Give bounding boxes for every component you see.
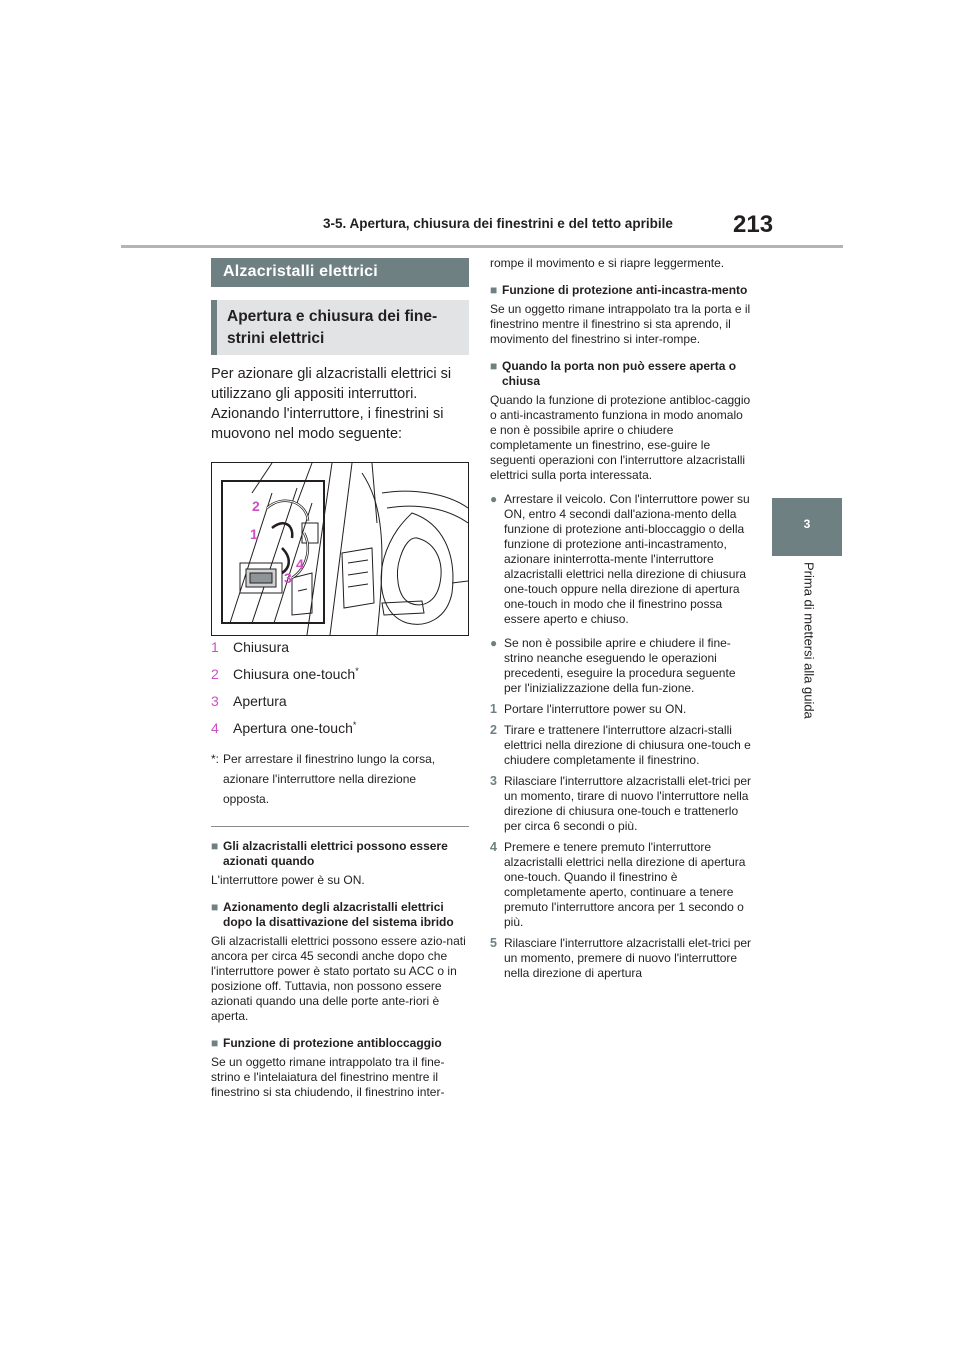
section-heading	[490, 283, 752, 298]
square-bullet-icon: ■	[211, 1036, 219, 1050]
section-banner: Alzacristalli elettrici	[211, 258, 469, 287]
subsection-banner: Apertura e chiusura dei fine-strini elettrici	[211, 300, 469, 355]
step-text: Portare l'interruttore power su ON.	[504, 702, 687, 716]
page-number: 213	[733, 211, 774, 238]
section-title: 3-5. Apertura, chiusura dei finestrini e del tetto apribile	[323, 216, 673, 231]
square-bullet-icon: ■	[490, 283, 498, 297]
legend-number: 1	[211, 639, 219, 655]
chapter-label: Prima di mettersi alla guida	[801, 562, 817, 719]
bullet-text: Se non è possibile aprire e chiudere il fine-strino neanche eseguendo le operazioni precedenti, eseguire la procedura seguente per l'inizializzazione della fun-zione.	[504, 636, 736, 695]
section-body: Se un oggetto rimane intrappolato tra la porta e il finestrino mentre il finestrino si sta aprendo, il movimento del finestrino si inter-rompe.	[490, 302, 751, 346]
footnote-star: *	[355, 666, 359, 676]
legend-number: 4	[211, 720, 219, 736]
divider	[211, 826, 469, 827]
window-switch-illustration	[212, 463, 468, 635]
square-bullet-icon: ■	[211, 900, 219, 914]
step-item	[490, 936, 752, 981]
continuation-text: rompe il movimento e si riapre leggermente.	[490, 256, 725, 270]
legend-text: Chiusura one-touch	[233, 666, 356, 682]
footnote-mark: *:	[211, 752, 220, 766]
section-heading	[490, 359, 752, 389]
figure-legend	[211, 639, 469, 747]
chapter-side-label	[749, 562, 869, 722]
figure-label-1: 1	[250, 526, 258, 542]
left-column	[211, 258, 469, 1100]
window-switch-figure	[211, 462, 469, 636]
section-heading	[211, 900, 469, 930]
legend-item	[211, 666, 469, 693]
footnote-star: *	[352, 720, 357, 730]
step-text: Premere e tenere premuto l'interruttore alzacristalli elettrici nella direzione di apertura one-touch. Quando il finestrino è completamente aperto, continuare a tenere premuto l'interruttore ancora per 1 secondo o più.	[504, 840, 746, 929]
step-item	[490, 840, 752, 930]
footnote-text: Per arrestare il finestrino lungo la corsa, azionare l'interruttore nella direzione opposta.	[223, 752, 436, 806]
legend-text: Apertura one-touch	[233, 720, 353, 736]
legend-text: Chiusura	[233, 639, 290, 655]
section-heading-text: Gli alzacristalli elettrici possono essere azionati quando	[223, 839, 448, 868]
bullet-item	[490, 492, 752, 627]
section-heading	[211, 839, 469, 869]
square-bullet-icon: ■	[211, 839, 219, 853]
circle-bullet-icon: ●	[490, 636, 498, 650]
section-body: Quando la funzione di protezione antibloc-caggio o anti-incastramento funziona in modo anomalo e non è possibile aprire o chiudere completamente un finestrino, ese-guire le seguenti operazioni con l'interruttore alzacristalli elettrici sulla porta interessata.	[490, 393, 751, 482]
legend-item	[211, 639, 469, 666]
bullet-text: Arrestare il veicolo. Con l'interruttore power su ON, entro 4 secondi dall'aziona-mento della funzione di protezione anti-bloccaggio o della funzione di protezione anti-incastramento, azionare ininterrotta-mente l'interruttore alzacristalli elettrici nella direzione di chiusura one-touch oppure nella direzione di apertura one-touch in modo che il finestrino possa essere aperto e chiuso.	[504, 492, 750, 626]
figure-label-2: 2	[252, 498, 260, 514]
step-item	[490, 702, 752, 717]
bullet-item	[490, 636, 752, 696]
header-rule	[121, 245, 843, 248]
right-column	[490, 256, 752, 981]
step-number: 1	[490, 702, 497, 716]
step-number: 3	[490, 774, 497, 788]
section-body: L'interruttore power è su ON.	[211, 873, 365, 887]
legend-item	[211, 693, 469, 720]
step-number: 4	[490, 840, 497, 854]
footnote	[211, 749, 469, 809]
legend-text: Apertura	[233, 693, 287, 709]
step-text: Rilasciare l'interruttore alzacristalli elet-trici per un momento, premere di nuovo l'interruttore nella direzione di apertura	[504, 936, 752, 980]
figure-label-4: 4	[296, 556, 304, 572]
legend-number: 3	[211, 693, 219, 709]
figure-label-3: 3	[284, 570, 292, 586]
step-text: Rilasciare l'interruttore alzacristalli elet-trici per un momento, tirare di nuovo l'interruttore nella direzione di chiusura one-touch e trattenerlo per circa 6 secondi o più.	[504, 774, 752, 833]
legend-number: 2	[211, 666, 219, 682]
step-item	[490, 723, 752, 768]
section-heading-text: Funzione di protezione anti-incastra-mento	[502, 283, 748, 297]
section-heading-text: Funzione di protezione antibloccaggio	[223, 1036, 442, 1050]
intro-text: Per azionare gli alzacristalli elettrici si utilizzano gli appositi interruttori. Azionando l'interruttore, i finestrini si muovono nel modo seguente:	[211, 366, 452, 442]
section-heading-text: Azionamento degli alzacristalli elettrici dopo la disattivazione del sistema ibrido	[223, 900, 454, 929]
step-item	[490, 774, 752, 834]
step-number: 2	[490, 723, 497, 737]
step-text: Tirare e trattenere l'interruttore alzacri-stalli elettrici nella direzione di chiusura one-touch e chiudere completamente il finestrino.	[504, 723, 751, 767]
section-body: Se un oggetto rimane intrappolato tra il fine-strino e l'intelaiatura del finestrino mentre il finestrino si sta chiudendo, il finestrino inter-	[211, 1055, 445, 1099]
section-heading	[211, 1036, 469, 1051]
section-heading-text: Quando la porta non può essere aperta o chiusa	[502, 359, 737, 388]
legend-item	[211, 720, 469, 747]
chapter-tab	[772, 498, 842, 556]
section-body: Gli alzacristalli elettrici possono essere azio-nati ancora per circa 45 secondi anche dopo che l'interruttore power è stato portato su ACC o in posizione off. Tuttavia, non possono essere azionati quando una delle porte ante-riori è aperta.	[211, 934, 466, 1023]
chapter-number: 3	[803, 517, 811, 531]
step-number: 5	[490, 936, 497, 950]
circle-bullet-icon: ●	[490, 492, 498, 506]
square-bullet-icon: ■	[490, 359, 498, 373]
